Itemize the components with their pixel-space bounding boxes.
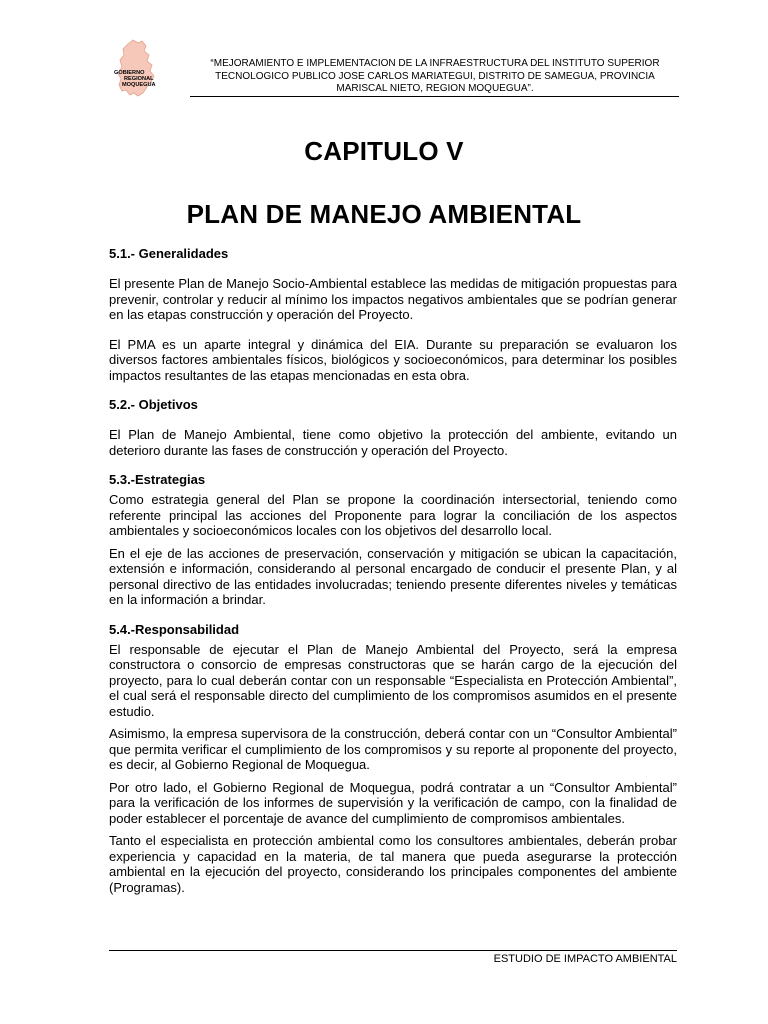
paragraph: Asimismo, la empresa supervisora de la construcción, deberá contar con un “Consultor Ambiental” que permita verificar el cumplimiento de los compromisos y su reporte al proponente del proyecto, es decir, al Gobierno Regional de Moquegua. bbox=[109, 726, 677, 772]
section-heading-generalidades: 5.1.- Generalidades bbox=[109, 246, 229, 261]
paragraph: El presente Plan de Manejo Socio-Ambiental establece las medidas de mitigación propuestas para prevenir, controlar y reducir al mínimo los impactos negativos ambientales que se podrían generar en las etapas construcción y operación del Proyecto. bbox=[109, 276, 677, 322]
paragraph: En el eje de las acciones de preservación, conservación y mitigación se ubican la capacitación, extensión e información, considerando al personal encargado de conducir el presente Plan, y al personal directivo de las entidades involucradas; teniendo presente diferentes niveles y temáticas en la información a brindar. bbox=[109, 545, 677, 607]
logo-line-1: GOBIERNO bbox=[114, 70, 145, 76]
logo-line-3: MOQUEGUA bbox=[122, 82, 156, 88]
document-body bbox=[109, 246, 677, 895]
header-divider bbox=[190, 96, 679, 97]
gobierno-regional-moquegua-logo bbox=[100, 38, 180, 100]
section-heading-responsabilidad: 5.4.-Responsabilidad bbox=[109, 621, 240, 637]
section-heading-estrategias: 5.3.-Estrategias bbox=[109, 472, 206, 487]
paragraph: El PMA es un aparte integral y dinámica del EIA. Durante su preparación se evaluaron los diversos factores ambientales físicos, biológicos y socioeconómicos, para determinar los posibles impactos resultantes de las etapas mencionadas en esta obra. bbox=[109, 336, 677, 383]
project-title: “MEJORAMIENTO E IMPLEMENTACION DE LA INFRAESTRUCTURA DEL INSTITUTO SUPERIOR TECNOLOGICO PUBLICO JOSE CARLOS MARIATEGUI, DISTRITO DE SAMEGUA, PROVINCIA MARISCAL NIETO, REGION MOQUEGUA”. bbox=[210, 58, 660, 94]
footer-divider bbox=[109, 950, 677, 951]
paragraph: Tanto el especialista en protección ambiental como los consultores ambientales, deberán probar experiencia y capacidad en la materia, de tal manera que pueda asegurarse la protección ambiental en la ejecución del proyecto, considerando los principales componentes del ambiente (Programas). bbox=[109, 833, 677, 895]
paragraph: El responsable de ejecutar el Plan de Manejo Ambiental del Proyecto, será la empresa constructora o consorcio de empresas constructoras que se harán cargo de la ejecución del proyecto, para lo cual deberán contar con un responsable “Especialista en Protección Ambiental”, el cual será el responsable directo del cumplimiento de los compromisos asumidos en el presente estudio. bbox=[109, 641, 677, 719]
logo-line-2: REGIONAL bbox=[124, 76, 154, 82]
paragraph: Como estrategia general del Plan se propone la coordinación intersectorial, teniendo como referente principal las acciones del Proponente para lograr la conciliación de los aspectos ambientales y socioeconómicos locales con los objetivos del desarrollo local. bbox=[109, 492, 677, 538]
chapter-title: PLAN DE MANEJO AMBIENTAL bbox=[186, 199, 582, 229]
paragraph: Por otro lado, el Gobierno Regional de Moquegua, podrá contratar a un “Consultor Ambiental” para la verificación de los informes de supervisión y la verificación de campo, con la finalidad de poder establecer el porcentaje de avance del cumplimiento de compromisos ambientales. bbox=[109, 779, 677, 826]
section-heading-objetivos: 5.2.- Objetivos bbox=[109, 397, 198, 412]
footer-label: ESTUDIO DE IMPACTO AMBIENTAL bbox=[493, 953, 677, 965]
paragraph: El Plan de Manejo Ambiental, tiene como objetivo la protección del ambiente, evitando un deterioro durante las fases de construcción y operación del Proyecto. bbox=[109, 427, 677, 458]
chapter-number: CAPITULO V bbox=[304, 136, 464, 166]
